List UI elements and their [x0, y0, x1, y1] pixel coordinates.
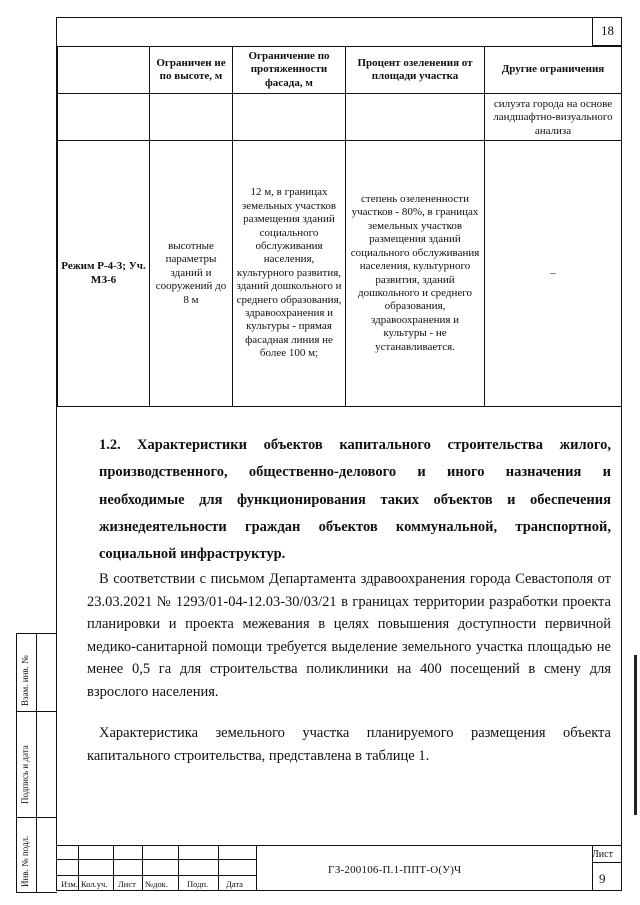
- section-heading: [99, 432, 611, 568]
- title-block-divider: [256, 845, 257, 891]
- document-code: ГЗ-200106-П.1-ППТ-О(У)Ч: [328, 864, 462, 876]
- title-block-divider: [78, 845, 79, 891]
- title-block-col-label: Лист: [118, 879, 136, 889]
- table-header-cell: Другие ограничения: [485, 47, 622, 94]
- frame-top: [56, 17, 622, 18]
- paragraph: Характеристика земельного участка планируемого размещения объекта капитального строительства, представлена в таблице 1.: [87, 725, 611, 764]
- title-block-line: [592, 862, 622, 863]
- table-header-cell: Процент озеленения от площади участка: [346, 47, 485, 94]
- title-block-divider: [142, 845, 143, 891]
- page-corner-number: 18: [592, 17, 622, 46]
- title-block-col-label: Кол.уч.: [81, 879, 108, 889]
- table-header-cell: [58, 47, 150, 94]
- table-row: [58, 141, 622, 407]
- table-header-row: [58, 47, 622, 94]
- scan-edge-mark: [634, 655, 637, 815]
- title-block-divider: [178, 845, 179, 891]
- table-cell: силуэта города на основе ландшафтно-визуального анализа: [485, 94, 622, 141]
- facade-cell: 12 м, в границах земельных участков размещения зданий социального обслуживания населения, культурного развития, зданий дошкольного и среднего образования, здравоохранения и культуры - прямая фасадная линия не более 100 м;: [233, 141, 346, 407]
- table-cell: [346, 94, 485, 141]
- table-row: [58, 94, 622, 141]
- other-cell: –: [485, 141, 622, 407]
- table-header-cell: Ограничен ие по высоте, м: [150, 47, 233, 94]
- section-title: Характеристики объектов капитального строительства жилого, производственного, общественно-делового и иного назначения и необходимые для функционирования таких объектов и обеспечения жизнедеятельности граждан объектов коммунальной, транспортной, социальной инфраструктур.: [99, 437, 611, 563]
- section-number: 1.2.: [99, 437, 121, 453]
- zone-cell: Режим Р-4-3; Уч. МЗ-6: [58, 141, 150, 407]
- paragraph: В соответствии с письмом Департамента здравоохранения города Севастополя от 23.03.2021 № 1293/01-04-12.03-30/03/21 в границах территории разработки проекта планировки и проекта межевания в целях повышения доступности первичной медико-санитарной помощи требуется выделение земельного участка площадью не менее 0,5 га для строительства поликлиники на 400 посещений в смену для взрослого населения.: [87, 571, 611, 700]
- height-cell: высотные параметры зданий и сооружений до 8 м: [150, 141, 233, 407]
- stamp-separator: [17, 817, 57, 818]
- stamp-label: Инв. № подл.: [20, 835, 30, 887]
- title-block-divider: [218, 845, 219, 891]
- frame-bottom: [56, 890, 622, 891]
- title-block-line: [56, 859, 256, 860]
- title-block-divider: [113, 845, 114, 891]
- title-block-col-label: №док.: [145, 879, 168, 889]
- sheet-label: Лист: [592, 849, 613, 860]
- restrictions-table: [57, 46, 622, 407]
- greening-cell: степень озелененности участков - 80%, в границах земельных участков размещения зданий социального обслуживания населения, культурного развития, зданий дошкольного и среднего образования, здравоохранения и культуры - не устанавливается.: [346, 141, 485, 407]
- title-block-line: [56, 875, 256, 876]
- table-cell: [233, 94, 346, 141]
- title-block-col-label: Дата: [226, 879, 243, 889]
- title-block-col-label: Изм.: [61, 879, 78, 889]
- title-block-top-line: [56, 845, 622, 846]
- title-block-col-label: Подп.: [187, 879, 209, 889]
- table-cell: [58, 94, 150, 141]
- stamp-label: Подпись и дата: [20, 745, 30, 804]
- sheet-number: 9: [599, 871, 606, 886]
- table-cell: [150, 94, 233, 141]
- stamp-label: Взам. инв. №: [20, 655, 30, 706]
- stamp-separator: [17, 711, 57, 712]
- table-header-cell: Ограничение по протяженности фасада, м: [233, 47, 346, 94]
- side-stamp: [16, 633, 57, 893]
